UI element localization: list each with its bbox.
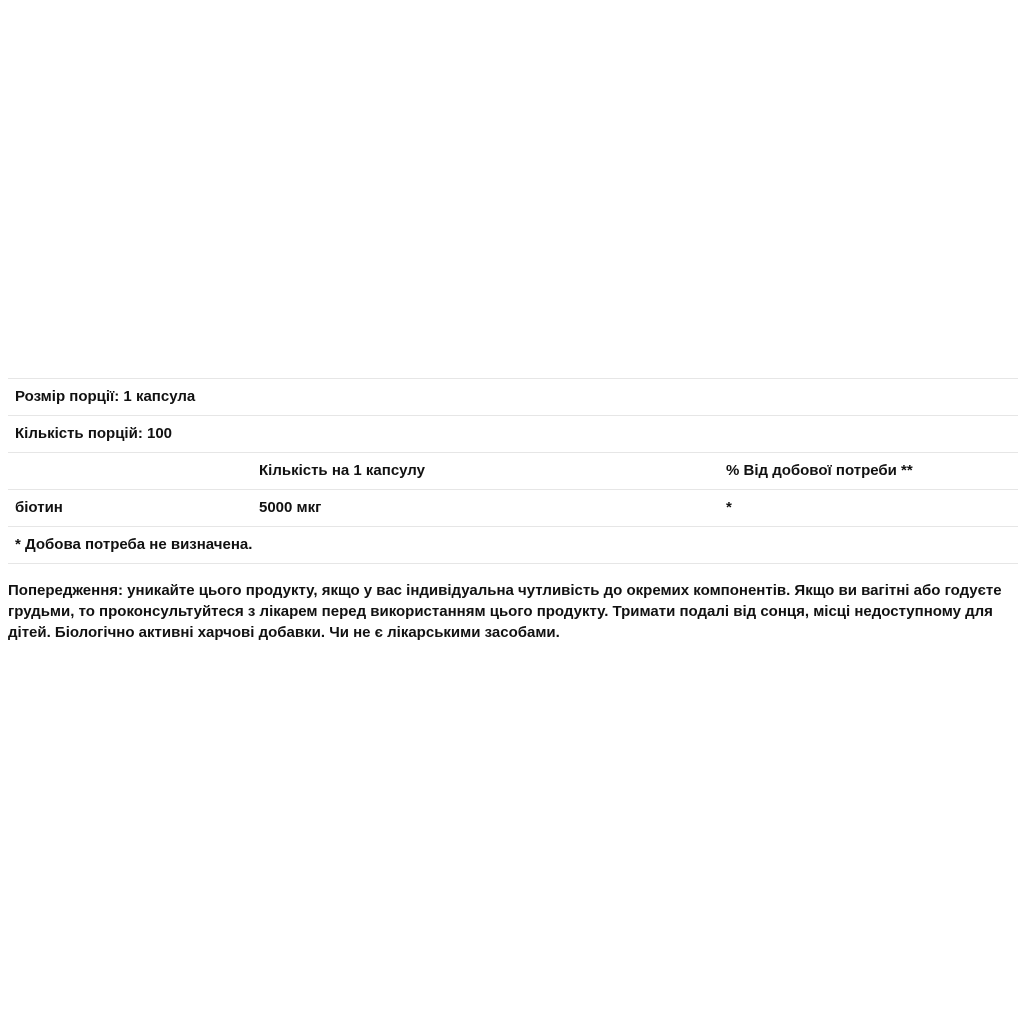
header-amount: Кількість на 1 капсулу <box>259 462 425 479</box>
table-row <box>8 490 1018 527</box>
table-header-row <box>8 453 1018 490</box>
ingredient-amount: 5000 мкг <box>259 499 322 516</box>
supplement-facts-table <box>8 378 1018 564</box>
footnote-row <box>8 527 1018 564</box>
ingredient-name: біотин <box>15 499 63 516</box>
serving-size-row <box>8 379 1018 416</box>
footnote: * Добова потреба не визначена. <box>15 536 253 553</box>
warning-text: Попередження: уникайте цього продукту, якщо у вас індивідуальна чутливість до окремих компонентів. Якщо ви вагітні або годуєте грудьми, то проконсультуйтеся з лікарем перед використанням цього продукту. Тримати подалі від сонця, місці недоступному для дітей. Біологічно активні харчові добавки. Чи не є лікарськими засобами. <box>8 582 1002 641</box>
serving-size: Розмір порції: 1 капсула <box>15 388 196 405</box>
servings-per-container-row <box>8 416 1018 453</box>
header-daily-value: % Від добової потреби ** <box>726 462 913 479</box>
servings-per-container: Кількість порцій: 100 <box>15 425 173 442</box>
ingredient-daily-value: * <box>726 499 732 516</box>
